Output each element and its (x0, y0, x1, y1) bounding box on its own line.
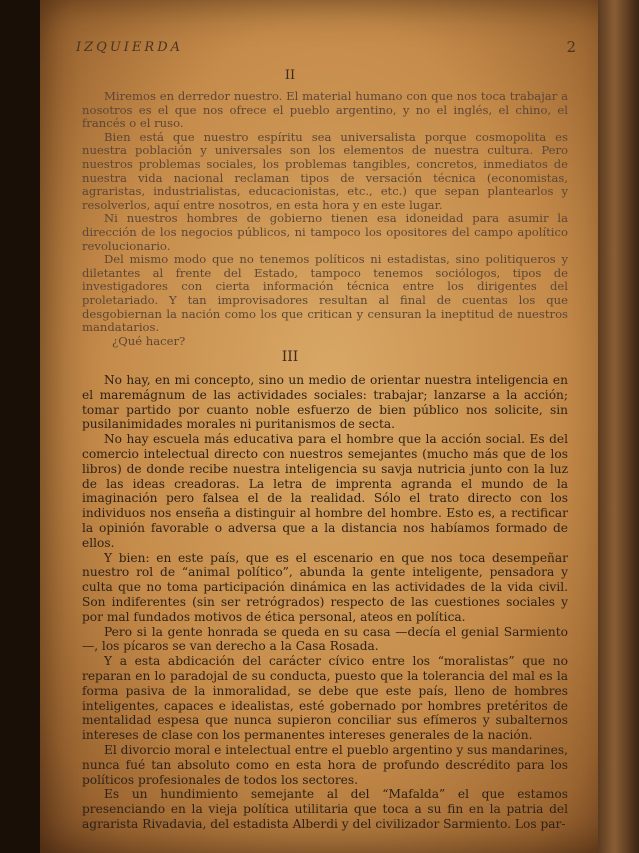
paragraph: No hay, en mi concepto, sino un medio de orientar nuestra inteligencia en el maremágnum de las actividades sociales: trabajar; lanzarse a la acción; tomar partido por cuanto noble esfuerzo de bien público nos solicite, sin pusilanimidades morales ni puritanismos de secta. (82, 373, 568, 432)
paragraph: Y bien: en este país, que es el escenario en que nos toca desempeñar nuestro rol de “animal político”, abunda la gente inteligente, pensadora y culta que no toma participación dinámica en las actividades de la vida civil. Son indiferentes (sin ser retrógrados) respecto de las cuestiones sociales y por mal fundados motivos de ética personal, ateos en política. (82, 550, 568, 624)
running-title: IZQUIERDA (76, 40, 184, 55)
paragraph: Es un hundimiento semejante al del “Mafalda” el que estamos presenciando en la vieja política utilitaria que toca a su fin en la patria del agrarista Rivadavia, del estadista Alberdi y del civilizador Sarmiento. Los par- (82, 787, 568, 831)
paragraph: Bien está que nuestro espíritu sea universalista porque cosmopolita es nuestra población y universales son los elementos de nuestra cultura. Pero nuestros problemas sociales, los problemas tangibles, concretos, inmediatos de nuestra vida nacional reclaman tipos de versación técnica (economistas, agraristas, industrialistas, educacionistas, etc., etc.) que sepan plantearlos y resolverlos, aquí entre nosotros, en esta hora y en este lugar. (82, 129, 568, 212)
paragraph: No hay escuela más educativa para el hombre que la acción social. Es del comercio intelectual directo con nuestros semejantes (mucho más que de los libros) de donde recibe nuestra inteligencia su savja nutricia junto con la luz de las ideas creadoras. La letra de imprenta agranda el mundo de la imaginación pero falsea el de la realidad. Sólo el trato directo con los individuos nos enseña a distinguir al hombre del hombre. Esto es, a rectificar la opinión favorable o adversa que a la distancia nos habíamos formado de ellos. (82, 432, 568, 550)
section-iii-body (82, 373, 568, 832)
page-header (76, 40, 576, 62)
section-ii-body (82, 90, 568, 348)
paragraph: Ni nuestros hombres de gobierno tienen esa idoneidad para asumir la dirección de los negocios públicos, ni tampoco los opositores del campo apolítico revolucionario. (82, 211, 568, 253)
section-heading-ii: II (284, 68, 296, 83)
paragraph: Del mismo modo que no tenemos políticos ni estadistas, sino politiqueros y diletantes al frente del Estado, tampoco tenemos sociólogos, tipos de investigadores con cierta información técnica entre los dirigentes del proletariado. Y tan improvisadores resultan al final de cuentas los que desgobiernan la nación como los que critican y censuran la ineptitud de nuestros mandatarios. (82, 252, 568, 335)
section-heading-iii: III (281, 349, 299, 365)
book-spine (598, 0, 639, 853)
paragraph: Miremos en derredor nuestro. El material humano con que nos toca trabajar a nosotros es el que nos ofrece el pueblo argentino, y no el inglés, el chino, el francés o el ruso. (82, 89, 568, 131)
page-number: 2 (566, 38, 576, 56)
paragraph: ¿Qué hacer? (112, 333, 186, 348)
paragraph: Y a esta abdicación del carácter cívico entre los “moralistas” que no reparan en lo paradojal de su conducta, puesto que la tolerancia del mal es la forma pasiva de la inmoralidad, se debe que este país, lleno de hombres inteligentes, capaces e idealistas, esté gobernado por hombres pretéritos de mentalidad espesa que nunca supieron conciliar sus efímeros y subalternos intereses de clase con los permanentes intereses generales de la nación. (82, 654, 568, 743)
paragraph: El divorcio moral e intelectual entre el pueblo argentino y sus mandarines, nunca fué tan absoluto como en esta hora de profundo descrédito para los políticos profesionales de todos los sectores. (82, 742, 568, 787)
paragraph: Pero si la gente honrada se queda en su casa —decía el genial Sarmiento—, los pícaros se van derecho a la Casa Rosada. (82, 624, 568, 654)
